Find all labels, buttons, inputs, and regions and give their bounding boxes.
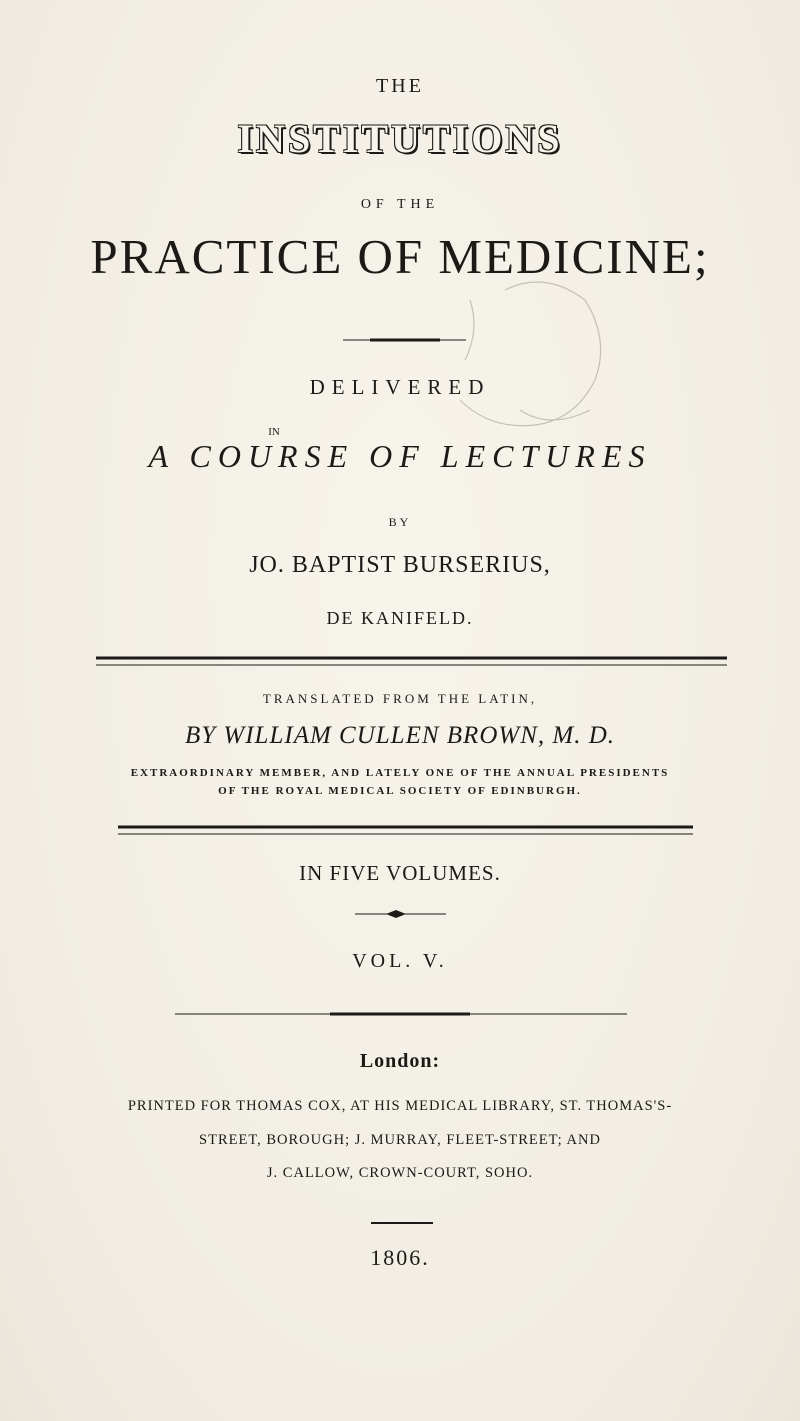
delivered-label: DELIVERED bbox=[309, 375, 491, 399]
volume-number: VOL. V. bbox=[352, 950, 448, 972]
volumes-label: IN FIVE VOLUMES. bbox=[299, 861, 501, 885]
main-title: INSTITUTIONS bbox=[237, 116, 563, 161]
course-title: A COURSE OF LECTURES bbox=[148, 438, 652, 474]
author-place: DE KANIFELD. bbox=[326, 608, 474, 628]
publication-year: 1806. bbox=[370, 1245, 430, 1270]
imprint-line-3: J. CALLOW, CROWN-COURT, SOHO. bbox=[266, 1165, 534, 1181]
title-of-the: OF THE bbox=[360, 197, 440, 212]
library-stamp bbox=[460, 282, 601, 426]
in-label: IN bbox=[268, 426, 280, 438]
by-label: BY bbox=[388, 515, 412, 529]
imprint-line-1: PRINTED FOR THOMAS COX, AT HIS MEDICAL LIBRARY, ST. THOMAS'S- bbox=[127, 1098, 673, 1114]
subject-title: PRACTICE OF MEDICINE; bbox=[90, 229, 710, 284]
translator-note-2: OF THE ROYAL MEDICAL SOCIETY OF EDINBURGH. bbox=[218, 785, 582, 797]
imprint-city: London: bbox=[359, 1050, 441, 1072]
imprint-line-2: STREET, BOROUGH; J. MURRAY, FLEET-STREET; AND bbox=[199, 1132, 601, 1148]
translator-name: BY WILLIAM CULLEN BROWN, M. D. bbox=[184, 722, 615, 749]
title-the: THE bbox=[376, 75, 424, 97]
translator-note-1: EXTRAORDINARY MEMBER, AND LATELY ONE OF THE ANNUAL PRESIDENTS bbox=[130, 767, 670, 779]
ornament-diamond bbox=[386, 910, 406, 918]
translated-label: TRANSLATED FROM THE LATIN, bbox=[262, 691, 538, 706]
author-name: JO. BAPTIST BURSERIUS, bbox=[249, 552, 551, 578]
